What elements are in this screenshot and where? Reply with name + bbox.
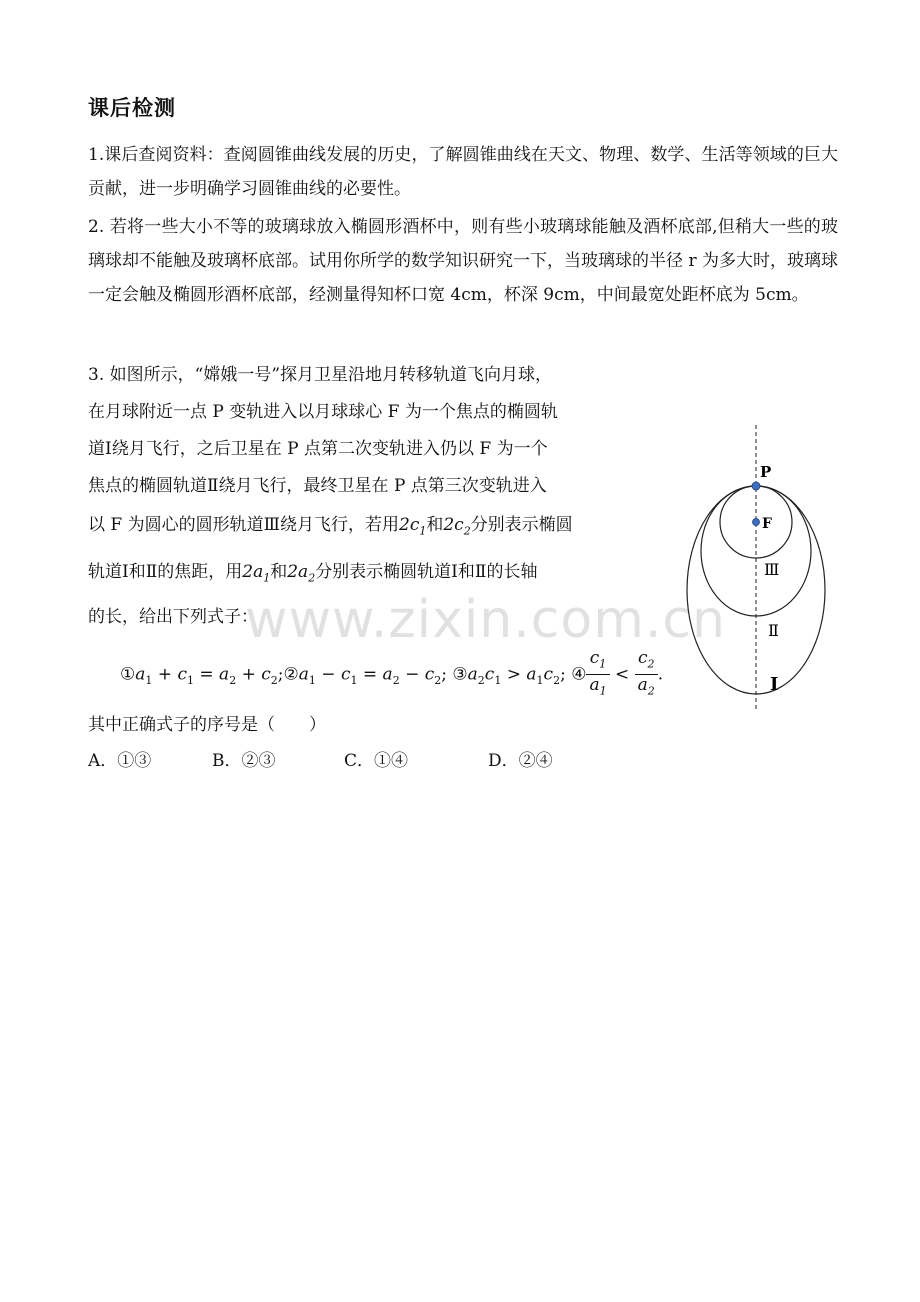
q3-line-2: 在月球附近一点 P 变轨进入以月球球心 F 为一个焦点的椭圆轨: [88, 402, 558, 422]
q3-line-6: [88, 557, 537, 584]
math-2a2: $2a_2$: [287, 562, 316, 585]
q3-line-6-a: 轨道Ⅰ和Ⅱ的焦距，用: [88, 562, 243, 582]
label-ii: Ⅱ: [768, 621, 779, 640]
option-b[interactable]: B．②③: [212, 751, 276, 771]
math-2c1: $2c_1$: [399, 515, 427, 538]
math-2c2: $2c_2$: [443, 515, 471, 538]
label-f: F: [762, 516, 772, 532]
q3-line-6-b: 和: [270, 562, 288, 582]
q3-line-5-b: 和: [426, 515, 444, 535]
q3-line-7: 的长，给出下列式子：: [88, 607, 258, 627]
q3-line-1: 3. 如图所示，“嫦娥一号”探月卫星沿地月转移轨道飞向月球，: [88, 365, 553, 385]
question-2: 2. 若将一些大小不等的玻璃球放入椭圆形酒杯中，则有些小玻璃球能触及酒杯底部,但稍大一些的玻璃球却不能触及玻璃杯底部。试用你所学的数学知识研究一下，当玻璃球的半径 r 为多大时，玻璃球一定会触及椭圆形酒杯底部，经测量得知杯口宽 4cm，杯深 9cm，中间最宽处距杯底为 5cm。: [88, 217, 838, 305]
q3-line-5-c: 分别表示椭圆: [470, 515, 573, 535]
watermark: www.zixin.com.cn: [245, 590, 726, 650]
label-i: I: [770, 674, 779, 695]
label-iii: Ⅲ: [764, 560, 780, 579]
math-2a1: $2a_1$: [242, 562, 271, 585]
option-a[interactable]: A．①③: [88, 751, 152, 771]
section-title: 课后检测: [88, 96, 176, 120]
orbit-diagram: [678, 420, 828, 720]
q3-line-6-c: 分别表示椭圆轨道Ⅰ和Ⅱ的长轴: [315, 562, 538, 582]
formula-list: $①a_1 + c_1 = a_2$ + $c_2;②a_1 - c_1 = a_2 - c_2$; $③a_2c_1 > a_1c_2$; ④ $\frac{c_1}{a_1}$ < $\frac{c_2}{a_2}$ .: [120, 648, 664, 698]
q3-line-3: 道Ⅰ绕月飞行，之后卫星在 P 点第二次变轨进入仍以 F 为一个: [88, 439, 548, 459]
point-f-marker: [753, 519, 760, 526]
q3-line-5-a: 以 F 为圆心的圆形轨道Ⅲ绕月飞行，若用: [88, 515, 399, 535]
q3-question: 其中正确式子的序号是（ ）: [88, 715, 326, 735]
label-p: P: [760, 463, 772, 481]
question-1: 1.课后查阅资料：查阅圆锥曲线发展的历史，了解圆锥曲线在天文、物理、数学、生活等领域的巨大贡献，进一步明确学习圆锥曲线的必要性。: [88, 145, 838, 199]
option-c[interactable]: C．①④: [344, 751, 409, 771]
point-p-marker: [752, 482, 760, 490]
option-d[interactable]: D．②④: [488, 751, 553, 771]
q3-line-5: [88, 510, 573, 537]
q3-line-4: 焦点的椭圆轨道Ⅱ绕月飞行，最终卫星在 P 点第三次变轨进入: [88, 476, 547, 496]
